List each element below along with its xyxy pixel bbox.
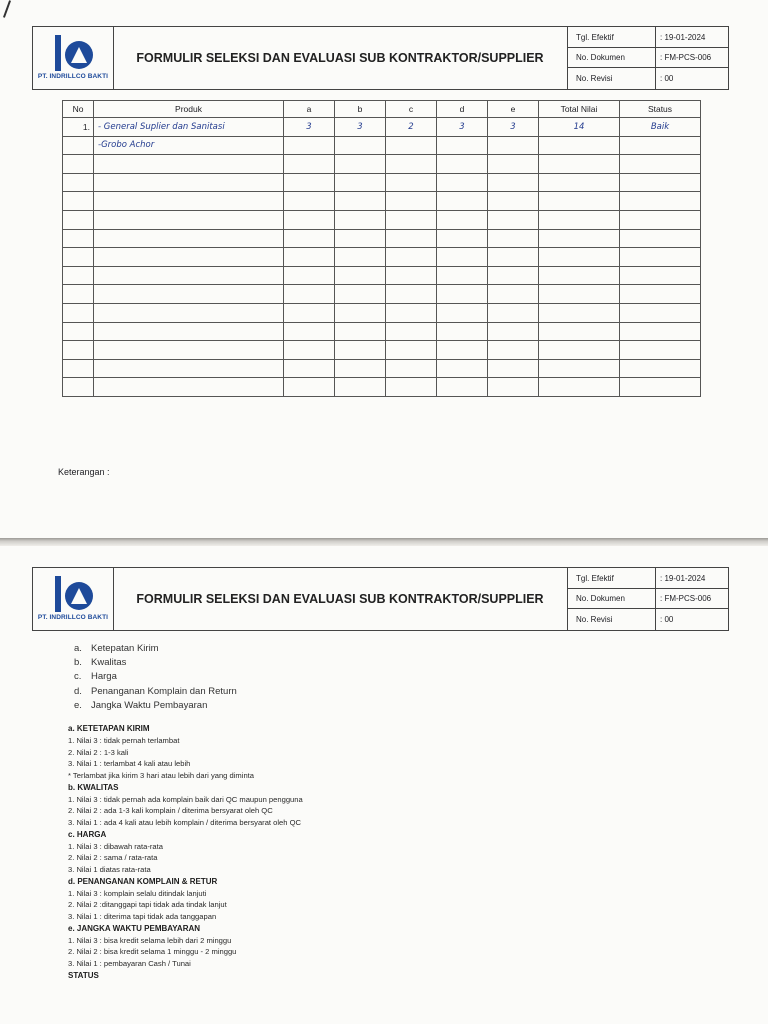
row-number: 1. — [63, 118, 94, 137]
table-row — [63, 322, 701, 341]
section-title-price: c. HARGA — [68, 829, 107, 839]
product-name-continued: -Grobo Achor — [94, 136, 284, 155]
section-title-payment: e. JANGKA WAKTU PEMBAYARAN — [68, 923, 201, 933]
rule-line: 3. Nilai 1 : terlambat 4 kali atau lebih — [68, 759, 191, 769]
section-title-quality: b. KWALITAS — [68, 782, 119, 792]
list-item: e. Jangka Waktu Pembayaran — [74, 699, 208, 711]
score-a: 3 — [284, 118, 335, 137]
list-item: c. Harga — [74, 671, 117, 683]
section-title-status: STATUS — [68, 970, 99, 980]
pen-mark — [3, 0, 11, 18]
meta-row-revision: No. Revisi : 00 — [576, 615, 674, 624]
company-name: PT. INDRILLCO BAKTI — [37, 614, 109, 621]
header-e: e — [488, 101, 539, 118]
rule-line: 1. Nilai 3 : tidak pernah ada komplain baik dari QC maupun pengguna — [68, 794, 303, 804]
section-title-delivery: a. KETETAPAN KIRIM — [68, 724, 150, 733]
meta-row-revision: No. Revisi : 00 — [576, 74, 674, 83]
rule-line: 2. Nilai 2 : sama / rata-rata — [68, 853, 158, 863]
list-item: a. Ketepatan Kirim — [74, 643, 159, 654]
rule-line: 2. Nilai 2 :ditanggapi tapi tidak ada tindak lanjut — [68, 900, 227, 910]
scoring-details — [68, 723, 303, 982]
table-row — [63, 173, 701, 192]
table-row — [63, 248, 701, 267]
logo-cell — [33, 568, 114, 630]
status-value: Baik — [620, 118, 701, 137]
evaluation-table — [62, 100, 701, 397]
form-title: FORMULIR SELEKSI DAN EVALUASI SUB KONTRAKTOR/SUPPLIER — [136, 51, 544, 65]
header-b: b — [335, 101, 386, 118]
header-status: Status — [620, 101, 701, 118]
notes-label: Keterangan : — [58, 467, 110, 477]
document-meta — [567, 568, 729, 630]
table-row — [63, 192, 701, 211]
meta-row-effective-date: Tgl. Efektif : 19-01-2024 — [568, 27, 729, 48]
header-no: No — [63, 101, 94, 118]
table-row — [63, 229, 701, 248]
rule-line: 2. Nilai 2 : ada 1-3 kali komplain / diterima bersyarat oleh QC — [68, 806, 273, 816]
rule-line: 3. Nilai 1 diatas rata-rata — [68, 865, 151, 874]
rule-note: * Terlambat jika kirim 3 hari atau lebih dari yang diminta — [68, 771, 254, 780]
list-item: d. Penanganan Komplain dan Return — [74, 685, 237, 697]
table-row — [63, 359, 701, 378]
company-logo-icon — [49, 33, 97, 73]
rule-line: 1. Nilai 3 : dibawah rata-rata — [68, 841, 163, 851]
header-c: c — [386, 101, 437, 118]
table-row — [63, 118, 701, 137]
rule-line: 3. Nilai 1 : diterima tapi tidak ada tanggapan — [68, 912, 217, 921]
header-d: d — [437, 101, 488, 118]
header-produk: Produk — [94, 101, 284, 118]
meta-row-document-number: No. Dokumen : FM-PCS-006 — [568, 588, 729, 609]
rule-line: 1. Nilai 3 : bisa kredit selama lebih dari 2 minggu — [68, 935, 232, 945]
form-title: FORMULIR SELEKSI DAN EVALUASI SUB KONTRAKTOR/SUPPLIER — [136, 592, 544, 606]
document-header — [32, 26, 729, 90]
company-logo-icon — [49, 574, 97, 614]
rule-line: 2. Nilai 2 : bisa kredit selama 1 minggu - 2 minggu — [68, 947, 237, 957]
product-name: - General Suplier dan Sanitasi — [94, 118, 284, 137]
score-c: 2 — [386, 118, 437, 137]
table-row — [63, 155, 701, 174]
table-row — [63, 136, 701, 155]
rule-line: 3. Nilai 1 : pembayaran Cash / Tunai — [68, 959, 191, 968]
meta-row-document-number: No. Dokumen : FM-PCS-006 — [568, 47, 729, 68]
score-d: 3 — [437, 118, 488, 137]
rule-line: 2. Nilai 2 : 1-3 kali — [68, 747, 129, 757]
document-meta — [567, 27, 729, 89]
section-title-complaints: d. PENANGANAN KOMPLAIN & RETUR — [68, 876, 218, 886]
header-a: a — [284, 101, 335, 118]
meta-row-effective-date: Tgl. Efektif : 19-01-2024 — [568, 568, 729, 589]
page-separator — [0, 538, 768, 546]
company-name: PT. INDRILLCO BAKTI — [37, 73, 109, 80]
total-score: 14 — [539, 118, 620, 137]
table-row — [63, 378, 701, 397]
table-row — [63, 303, 701, 322]
table-row — [63, 285, 701, 304]
rule-line: 3. Nilai 1 : ada 4 kali atau lebih komplain / diterima bersyarat oleh QC — [68, 818, 301, 827]
criteria-list — [74, 642, 237, 713]
list-item: b. Kwalitas — [74, 657, 127, 669]
score-e: 3 — [488, 118, 539, 137]
table-header-row — [63, 101, 701, 118]
table-row — [63, 341, 701, 360]
logo-cell — [33, 27, 114, 89]
table-row — [63, 210, 701, 229]
rule-line: 1. Nilai 3 : tidak pernah terlambat — [68, 735, 180, 745]
header-total: Total Nilai — [539, 101, 620, 118]
rule-line: 1. Nilai 3 : komplain selalu ditindak lanjuti — [68, 888, 207, 898]
document-header-page-2 — [32, 567, 729, 631]
score-b: 3 — [335, 118, 386, 137]
table-row — [63, 266, 701, 285]
